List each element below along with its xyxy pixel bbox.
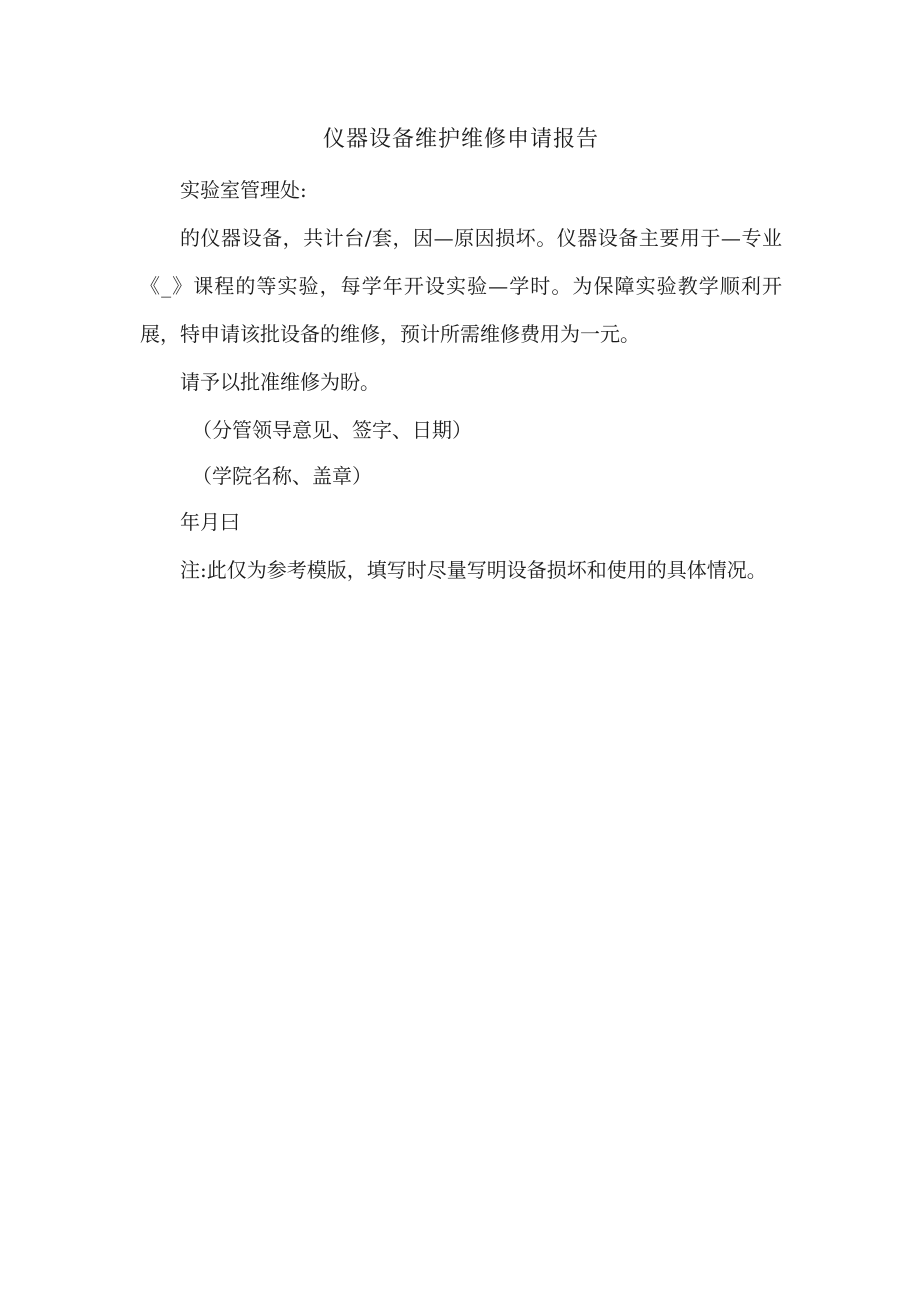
request-line: 请予以批准维修为盼。 [180,370,380,394]
document-title: 仪器设备维护维修申请报告 [322,127,599,152]
note-paragraph: 注:此仅为参考模版，填写时尽量写明设备损坏和使用的具体情况。 [180,558,767,582]
document-content [140,118,782,594]
date-line: 年月曰 [180,510,240,534]
college-seal-line: （学院名称、盖章） [192,464,372,488]
leader-opinion-line: （分管领导意见、签字、日期） [192,418,472,442]
body-paragraph: 的仪器设备，共计台/套，因—原因损坏。仪器设备主要用于—专业《_》课程的等实验，每学年开设实验—学时。为保障实验教学顺利开展，特申请该批设备的维修，预计所需维修费用为一元。 [140,226,782,346]
salutation: 实验室管理处: [180,178,307,202]
